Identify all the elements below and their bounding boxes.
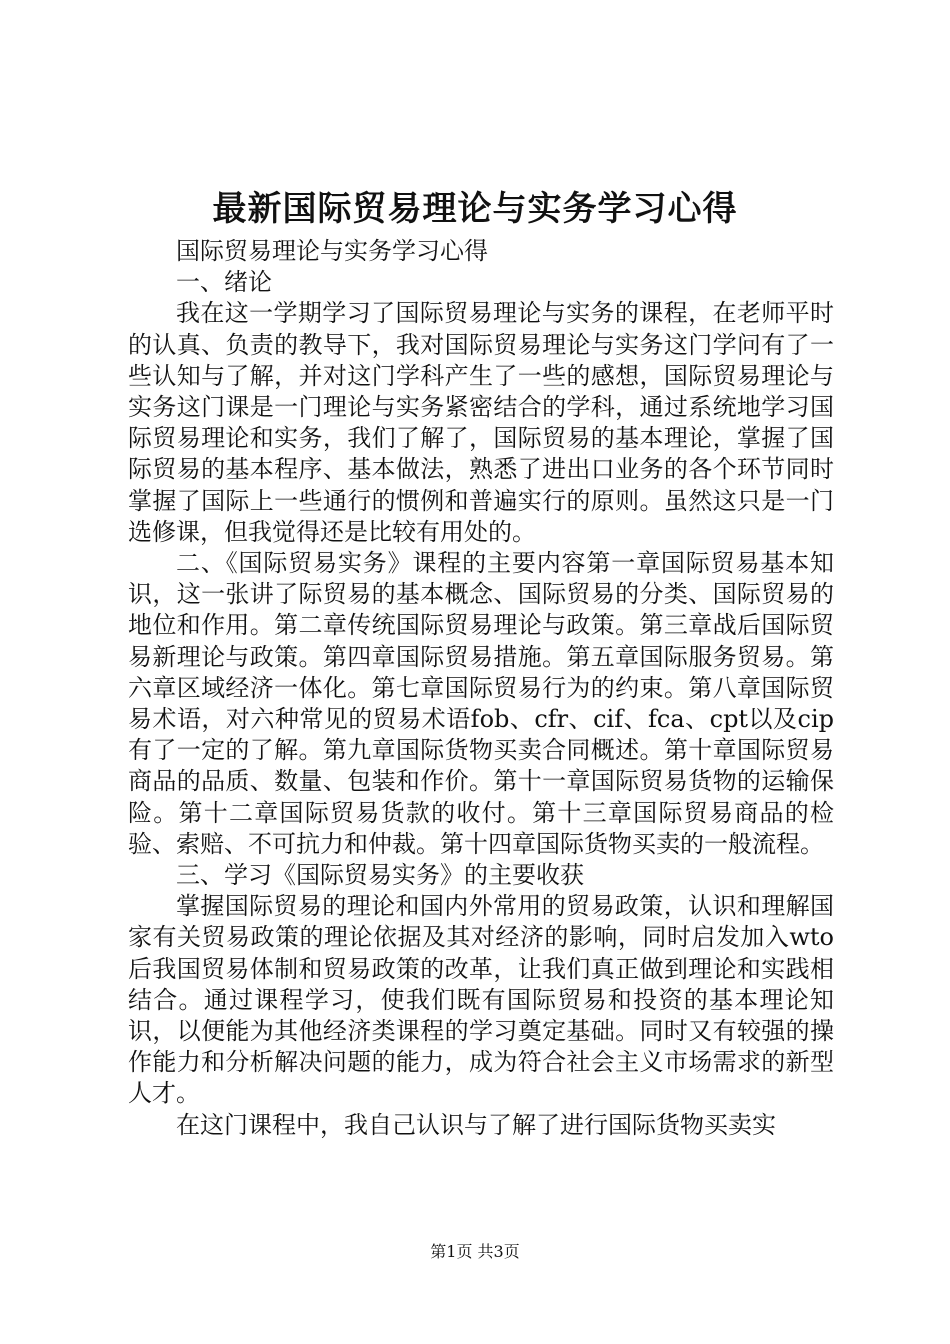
page-number-current: 第1页 xyxy=(430,1242,473,1261)
document-title: 最新国际贸易理论与实务学习心得 xyxy=(212,189,738,229)
paragraph-introduction: 我在这一学期学习了国际贸易理论与实务的课程，在老师平时的认真、负责的教导下，我对国际贸易理论与实务这门学问有了一些认知与了解，并对这门学科产生了一些的感想，国际贸易理论与实务这门课是一门理论与实务紧密结合的学科，通过系统地学习国际贸易理论和实务，我们了解了，国际贸易的基本理论，掌握了国际贸易的基本程序、基本做法，熟悉了进出口业务的各个环节同时掌握了国际上一些通行的惯例和普遍实行的原则。虽然这只是一门选修课，但我觉得还是比较有用处的。 xyxy=(128,299,834,546)
paragraph-section-1-heading: 一、绪论 xyxy=(176,268,272,297)
paragraph-gains: 掌握国际贸易的理论和国内外常用的贸易政策，认识和理解国家有关贸易政策的理论依据及其对经济的影响，同时启发加入wto后我国贸易体制和贸易政策的改革，让我们真正做到理论和实践相结合。通过课程学习，使我们既有国际贸易和投资的基本理论知识，以便能为其他经济类课程的学习奠定基础。同时又有较强的操作能力和分析解决问题的能力，成为符合社会主义市场需求的新型人才。 xyxy=(128,892,834,1108)
paragraph-continuation: 在这门课程中，我自己认识与了解了进行国际货物买卖实 xyxy=(176,1110,776,1139)
paragraph-course-content: 二、《国际贸易实务》课程的主要内容第一章国际贸易基本知识，这一张讲了际贸易的基本概念、国际贸易的分类、国际贸易的地位和作用。第二章传统国际贸易理论与政策。第三章战后国际贸易新理论与政策。第四章国际贸易措施。第五章国际服务贸易。第六章区域经济一体化。第七章国际贸易行为的约束。第八章国际贸易术语，对六种常见的贸易术语fob、cfr、cif、fca、cpt以及cip有了一定的了解。第九章国际货物买卖合同概述。第十章国际贸易商品的品质、数量、包装和作价。第十一章国际贸易货物的运输保险。第十二章国际贸易货款的收付。第十三章国际贸易商品的检验、索赔、不可抗力和仲裁。第十四章国际货物买卖的一般流程。 xyxy=(128,549,834,858)
page-number-total: 共3页 xyxy=(477,1242,520,1261)
page-footer xyxy=(0,1240,950,1264)
document-body xyxy=(128,236,834,1141)
paragraph-subtitle: 国际贸易理论与实务学习心得 xyxy=(176,237,488,265)
paragraph-section-3-heading: 三、学习《国际贸易实务》的主要收获 xyxy=(176,861,584,890)
